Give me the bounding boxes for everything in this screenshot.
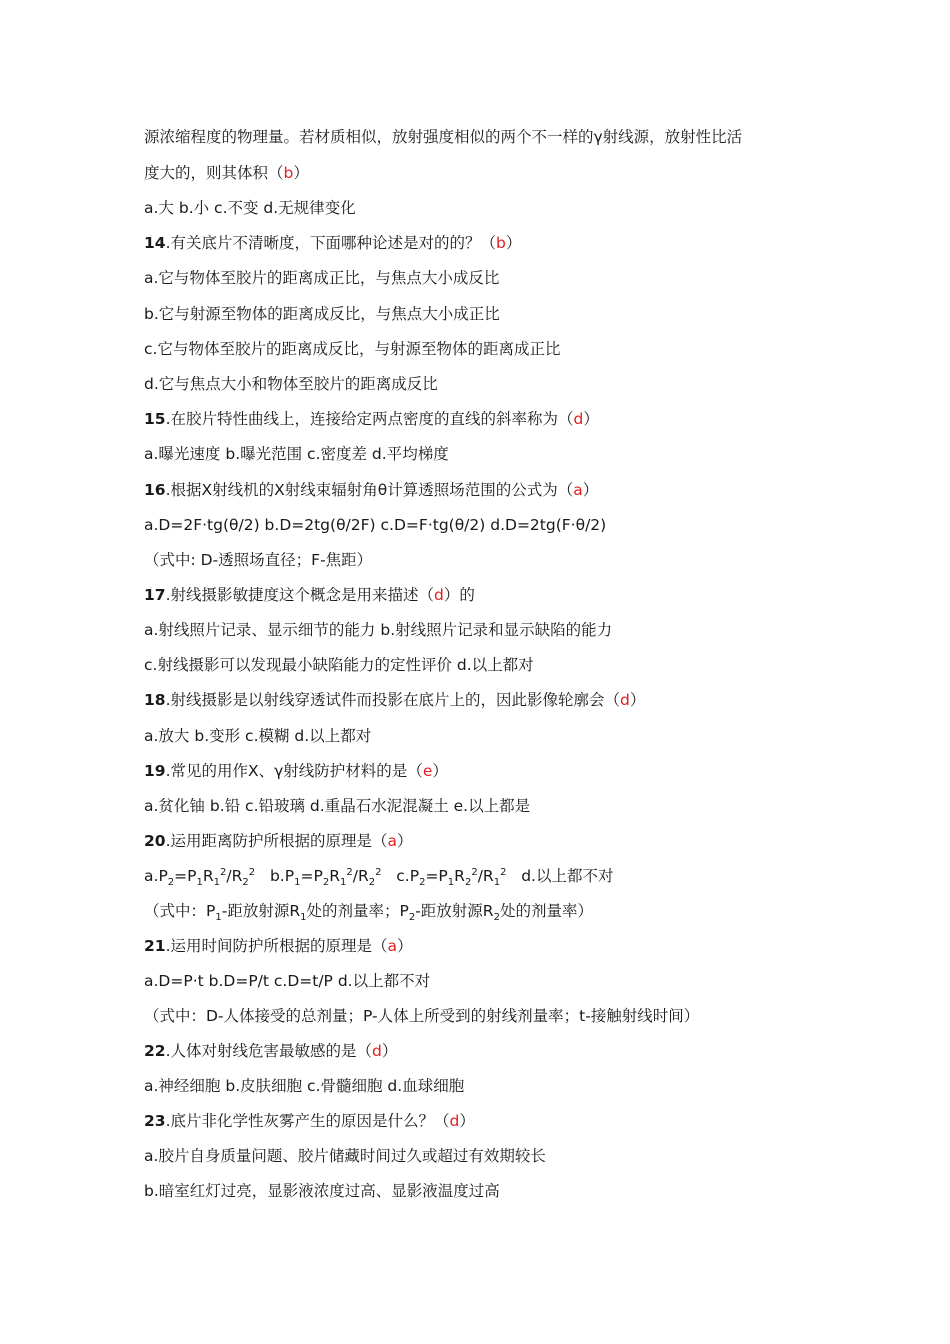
question-number: 21 [144,937,166,955]
line-text: （式中: D-透照场直径；F-焦距） [144,551,373,569]
question-number: 15 [144,410,166,428]
line-text: a.放大 b.变形 c.模糊 d.以上都对 [144,727,372,745]
question-text: .射线摄影敏捷度这个概念是用来描述（ [165,586,435,604]
line-text: b.暗室红灯过亮，显影液浓度过高、显影液温度过高 [144,1182,500,1200]
note-line [144,1006,844,1026]
question-number: 16 [144,481,166,499]
option-line [144,339,844,359]
text-line [144,163,844,183]
options-line [144,1076,844,1096]
formula-options-line [144,866,844,889]
options-line [144,655,844,675]
line-text: 度大的，则其体积（ [144,164,284,182]
formula-option-c: $c.P_2=P_1R_2^2/R_1^2$ [396,866,507,889]
line-text: 源浓缩程度的物理量。若材质相似，放射强度相似的两个不一样的γ射线源，放射性比活 [144,128,743,146]
question-19 [144,761,844,781]
line-text: a.它与物体至胶片的距离成正比，与焦点大小成反比 [144,269,500,287]
line-text: （式中：D-人体接受的总剂量；P-人体上所受到的射线剂量率；t-接触射线时间） [144,1007,700,1025]
answer-letter: d [372,1042,382,1060]
question-text: .根据X射线机的X射线束辐射角θ计算透照场范围的公式为（ [165,481,574,499]
question-16 [144,480,844,500]
line-text: ） [432,762,448,780]
line-text: b.它与射源至物体的距离成反比，与焦点大小成正比 [144,305,500,323]
formula-option-b: $b.P_1=P_2R_1^2/R_2^2$ [269,866,382,889]
line-text: ） [505,234,522,252]
line-text: a.D=2F·tg(θ/2) b.D=2tg(θ/2F) c.D=F·tg(θ/2) d.D=2tg(F·θ/2) [144,516,607,534]
formula-option-d: d.以上都不对 [521,867,614,885]
line-text: ） [459,1112,475,1130]
answer-letter: a [387,832,398,850]
answer-letter: a [387,937,398,955]
question-number: 22 [144,1042,166,1060]
note-line [144,550,844,570]
option-line [144,374,844,394]
options-line [144,515,844,535]
answer-letter: d [573,410,584,428]
option-line [144,268,844,288]
question-20 [144,831,844,851]
answer-letter: d [620,691,630,709]
question-text: .在胶片特性曲线上，连接给定两点密度的直线的斜率称为（ [165,410,574,428]
line-text: ） [582,481,599,499]
question-text: .射线摄影是以射线穿透试件而投影在底片上的，因此影像轮廓会（ [165,691,621,709]
line-text: c.射线摄影可以发现最小缺陷能力的定性评价 d.以上都对 [144,656,534,674]
question-text: .人体对射线危害最敏感的是（ [165,1042,373,1060]
options-line [144,620,844,640]
question-text: .底片非化学性灰雾产生的原因是什么？（ [165,1112,450,1130]
line-text: a.胶片自身质量问题、胶片储藏时间过久或超过有效期较长 [144,1147,546,1165]
line-text: ） [397,937,413,955]
answer-letter: e [422,762,433,780]
question-14 [144,233,844,253]
line-text: ） [397,832,413,850]
question-number: 14 [144,234,166,252]
answer-letter: d [434,586,444,604]
answer-letter: d [449,1112,460,1130]
formula-option-a: $a.P_2=P_1R_1^2/R_2^2$ [144,866,256,889]
text-line [144,127,844,147]
question-23 [144,1111,844,1131]
question-number: 20 [144,832,166,850]
options-line [144,971,844,991]
question-21 [144,936,844,956]
question-text: .有关底片不清晰度，下面哪种论述是对的的？（ [165,234,497,252]
line-text: c.它与物体至胶片的距离成反比，与射源至物体的距离成正比 [144,340,561,358]
option-line [144,1181,844,1201]
question-18 [144,690,844,710]
line-text: a.射线照片记录、显示细节的能力 b.射线照片记录和显示缺陷的能力 [144,621,613,639]
line-text: ） [629,691,646,709]
question-15 [144,409,844,429]
answer-letter: b [283,164,294,182]
question-number: 23 [144,1112,166,1130]
question-number: 19 [144,762,166,780]
question-text: .运用时间防护所根据的原理是（ [165,937,388,955]
line-text: ）的 [443,586,475,604]
question-text: .运用距离防护所根据的原理是（ [165,832,388,850]
options-line [144,444,844,464]
line-text: a.大 b.小 c.不变 d.无规律变化 [144,199,356,217]
question-17 [144,585,844,605]
line-text: a.贫化铀 b.铅 c.铅玻璃 d.重晶石水泥混凝土 e.以上都是 [144,797,531,815]
line-text: a.曝光速度 b.曝光范围 c.密度差 d.平均梯度 [144,445,449,463]
line-text: ） [293,164,309,182]
option-line [144,1146,844,1166]
question-number: 18 [144,691,166,709]
option-line [144,304,844,324]
options-line [144,726,844,746]
line-text: d.它与焦点大小和物体至胶片的距离成反比 [144,375,438,393]
question-22 [144,1041,844,1061]
line-text: ） [583,410,599,428]
options-line [144,198,844,218]
note-line: （式中：$P_1-$距放射源$R_1$处的剂量率；$P_2-$距放射源$R_2$处的剂量率） [144,902,593,924]
options-line [144,796,844,816]
line-text: a.D=P·t b.D=P/t c.D=t/P d.以上都不对 [144,972,431,990]
question-text: .常见的用作X、γ射线防护材料的是（ [165,762,423,780]
answer-letter: b [496,234,506,252]
answer-letter: a [573,481,583,499]
line-text: ） [381,1042,398,1060]
question-number: 17 [144,586,166,604]
line-text: a.神经细胞 b.皮肤细胞 c.骨髓细胞 d.血球细胞 [144,1077,465,1095]
